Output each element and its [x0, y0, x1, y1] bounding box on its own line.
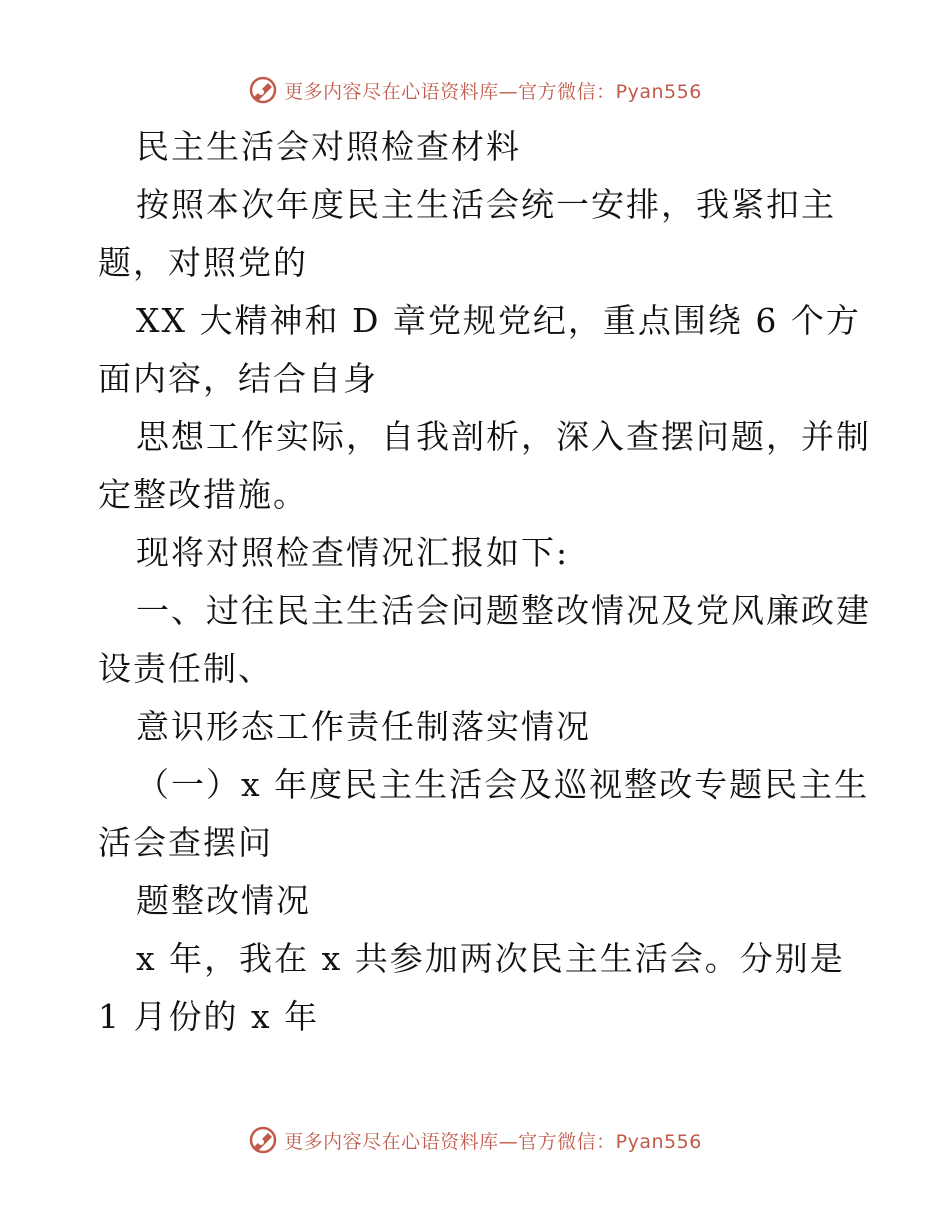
section-heading: 一、过往民主生活会问题整改情况及党风廉政建 [136, 591, 871, 630]
pen-logo-icon [248, 75, 278, 105]
paragraph-line: 现将对照检查情况汇报如下: [136, 533, 570, 572]
watermark-text: 更多内容尽在心语资料库—官方微信：Pyan556 [284, 1130, 702, 1153]
paragraph-line: XX 大精神和 D 章党规党纪，重点围绕 6 个方 [136, 301, 861, 340]
subsection-heading: 题整改情况 [136, 881, 311, 920]
paragraph-line: 面内容，结合自身 [98, 359, 378, 398]
header-watermark [0, 70, 950, 110]
paragraph-line: 1 月份的 x 年 [98, 997, 320, 1036]
document-title: 民主生活会对照检查材料 [136, 127, 521, 166]
watermark-text: 更多内容尽在心语资料库—官方微信：Pyan556 [284, 80, 702, 103]
paragraph-line: 按照本次年度民主生活会统一安排，我紧扣主 [136, 185, 836, 224]
paragraph-line: x 年，我在 x 共参加两次民主生活会。分别是 [136, 939, 845, 978]
subsection-heading: （一）x 年度民主生活会及巡视整改专题民主生 [136, 765, 870, 804]
section-heading: 意识形态工作责任制落实情况 [136, 707, 591, 746]
paragraph-line: 定整改措施。 [98, 475, 308, 514]
section-heading: 设责任制、 [98, 649, 273, 688]
paragraph-line: 题，对照党的 [98, 243, 308, 282]
footer-watermark [0, 1120, 950, 1160]
paragraph-line: 思想工作实际，自我剖析，深入查摆问题，并制 [136, 417, 871, 456]
subsection-heading: 活会查摆问 [98, 823, 273, 862]
pen-logo-icon [248, 1125, 278, 1155]
